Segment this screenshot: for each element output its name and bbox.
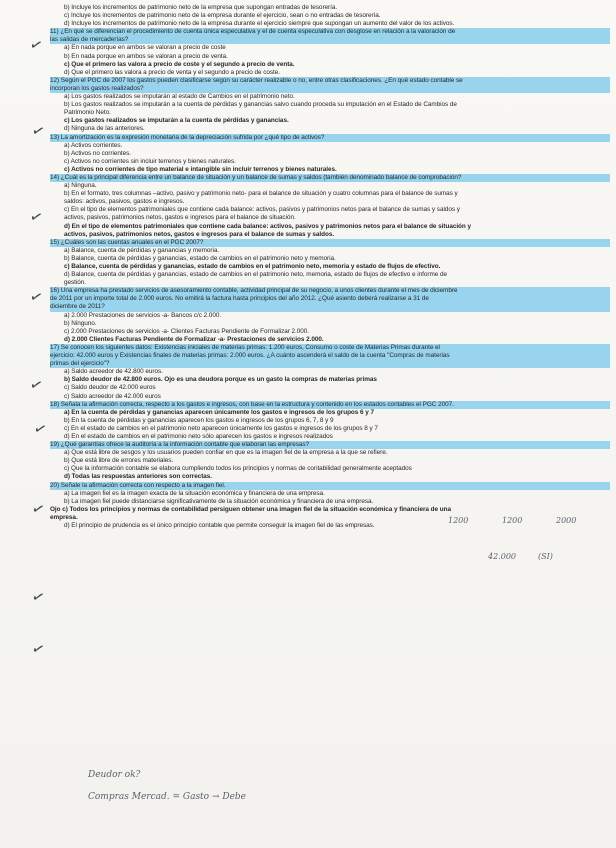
question-text-block <box>50 4 610 530</box>
answer-line: b) Incluye los incrementos de patrimonio neto de la empresa que supongan entradas de tesorería. <box>64 4 338 11</box>
answer-line: d) El principio de prudencia es el único principio contable que permite conseguir la imagen fiel de las empresas. <box>64 522 375 529</box>
answer-line: saldos: activos, pasivos, gastos e ingresos. <box>64 198 185 206</box>
question-line: 18) Señala la afirmación correcta, respecto a los gastos e ingresos, con base en la estructura y contenido en los estados contables el PGC 2007. <box>50 401 610 409</box>
answer-line: c) Activos no corrientes de tipo material e intangible sin incluir terrenos y bienes naturales. <box>64 165 337 173</box>
answer-line: a) Que está libre de sesgos y los usuarios pueden confiar en que es la imagen fiel de la empresa a la que se refiere. <box>64 449 388 457</box>
answer-line: b) En el formato, tres columnas –activo, pasivo y patrimonio neto- para el balance de situación y cuatro columnas para el balance de sumas y <box>64 190 458 198</box>
check-mark: ✓ <box>31 418 50 440</box>
answer-line: b) Balance, cuenta de pérdidas y ganancias, estado de cambios en el patrimonio neto y memoria. <box>64 254 336 262</box>
handwritten-note: (SI) <box>538 552 553 561</box>
question-line: 12) Según el PGC de 2007 los gastos pueden clasificarse según su carácter realizable o no, entre otras clasificaciones. ¿En qué estado contable se <box>50 77 610 85</box>
handwritten-note: Compras Mercad. = Gasto → Debe <box>88 792 246 802</box>
answer-line: a) En la cuenta de pérdidas y ganancias aparecen únicamente los gastos e ingresos de los grupos 6 y 7 <box>64 408 374 416</box>
answer-line: b) Los gastos realizados se imputarán a la cuenta de pérdidas y ganancias salvo cuando proceda su imputación en el Estado de Cambios de <box>64 101 457 109</box>
answer-line: c) Activos no corrientes sin incluir terrenos y bienes naturales. <box>64 157 236 165</box>
answer-line: d) Todas las respuestas anteriores son correctas. <box>64 473 213 481</box>
handwritten-note: 1200 <box>448 516 469 525</box>
answer-line: d) Que el primero las valora a precio de venta y el segundo a precio de coste. <box>64 68 280 76</box>
question-line: 13) La amortización es la expresión monetaria de la depreciación sufrida por ¿qué tipo de activos? <box>50 134 610 142</box>
answer-line: gestión. <box>64 279 86 287</box>
answer-line: c) Incluye los incrementos de patrimonio neto de la empresa durante el ejercicio, sean o no entradas de tesorería. <box>64 12 381 20</box>
answer-line: Patrimonio Neto. <box>64 109 111 117</box>
answer-line: Ojo c) Todos los principios y normas de contabilidad persiguen obtener una imagen fiel de la situación económica y financiera de una <box>50 505 451 513</box>
answer-line: c) Saldo deudor de 42.000 euros <box>64 384 156 392</box>
answer-line: empresa. <box>50 513 78 521</box>
answer-line: c) Los gastos realizados se imputarán a la cuenta de pérdidas y ganancias. <box>64 117 289 125</box>
question-line: 20) Señale la afirmación correcta con respecto a la imagen fiel. <box>50 482 610 490</box>
answer-line: a) 2.000 Prestaciones de servicios -a- Bancos c/c 2.000. <box>64 311 222 319</box>
check-mark: ✓ <box>27 206 46 228</box>
question-line: 19) ¿Qué garantías ofrece la auditoría a la información contable que elaboran las empresas? <box>50 441 610 449</box>
question-line: incorporan los gastos realizados? <box>50 85 610 93</box>
answer-line: b) La imagen fiel puede distanciarse significativamente de la situación económica y financiera de una empresa. <box>64 497 374 505</box>
answer-line: activos, pasivos, patrimonios netos, gastos e ingresos para el balance de sumas y saldos. <box>64 230 335 238</box>
answer-line: c) Saldo acreedor de 42.000 euros <box>64 392 161 400</box>
answer-line: a) Ninguna. <box>64 182 97 190</box>
answer-line: d) Balance, cuenta de pérdidas y ganancias, estado de cambios en el patrimonio neto, memoria, estado de flujos de efectivo e informe de <box>64 271 447 279</box>
question-line: 15) ¿Cuáles son las cuentas anuales en el PGC 2007? <box>50 239 610 247</box>
check-mark: ✓ <box>29 498 48 520</box>
question-line: 11) ¿En qué se diferencian el procedimiento de cuenta única especulativa y el de cuenta especulativa con desglose en relación a la valoración de <box>50 28 610 36</box>
check-mark: ✓ <box>29 120 48 142</box>
answer-line: d) Incluye los incrementos de patrimonio neto de la empresa durante el ejercicio siempre que supongan un aumento del valor de los activos. <box>64 20 455 28</box>
question-line: ejercicio: 42.000 euros y Existencias finales de materias primas: 2.000 euros. ¿A cuánto ascenderá el saldo de la cuenta "Compras de materias <box>50 352 610 360</box>
question-line: primas del ejercicio"? <box>50 360 610 368</box>
check-mark: ✓ <box>27 34 46 56</box>
check-mark: ✓ <box>27 374 46 396</box>
answer-line: c) 2.000 Prestaciones de servicios -a- Clientes Facturas Pendiente de Formalizar 2.000. <box>64 327 310 335</box>
answer-line: b) En nada porque en ambos se valoran a precio de venta. <box>64 52 228 60</box>
answer-line: d) En el tipo de elementos patrimoniales que contiene cada balance: activos, pasivos y patrimonios netos para el balance de situación y <box>64 222 471 230</box>
answer-line: activos, pasivos, patrimonios netos, gastos e ingresos para el balance de situación. <box>64 214 296 222</box>
answer-line: b) En la cuenta de pérdidas y ganancias aparecen los gastos e ingresos de los grupos 6, 7, 8 y 9 <box>64 416 334 424</box>
answer-line: b) Saldo deudor de 42.800 euros. Ojo es una deudora porque es un gasto la compras de materias primas <box>64 376 377 384</box>
answer-line: a) Balance, cuenta de pérdidas y ganancias y memoria. <box>64 246 220 254</box>
answer-line: c) Balance, cuenta de pérdidas y ganancias, estado de cambios en el patrimonio neto, memoria y estado de flujos de efectivo. <box>64 263 441 270</box>
answer-line: d) En el estado de cambios en el patrimonio neto sólo aparecen los gastos e ingresos realizados <box>64 432 333 440</box>
answer-line: a) Activos corrientes. <box>64 141 123 149</box>
answer-line: c) Que la información contable se elabora cumpliendo todos los principios y normas de contabilidad generalmente aceptados <box>64 465 412 473</box>
answer-line: b) Que está libre de errores materiales. <box>64 457 174 465</box>
question-line: diciembre de 2011? <box>50 303 610 311</box>
question-line: 16) Una empresa ha prestado servicios de asesoramiento contable, actividad principal de su negocio, a unos clientes durante el mes de diciembre <box>50 287 610 295</box>
answer-line: b) Activos no corrientes. <box>64 149 131 157</box>
handwritten-note: 2000 <box>556 516 577 525</box>
question-line: 17) Se conocen los siguientes datos: Existencias iniciales de materias primas: 1.200 euros, Consumo o coste de Materias Primas durante el <box>50 344 610 352</box>
answer-line: d) 2.000 Clientes Facturas Pendiente de Formalizar -a- Prestaciones de servicios 2.000. <box>64 335 324 343</box>
answer-line: c) Que el primero las valora a precio de coste y el segundo a precio de venta. <box>64 60 295 68</box>
answer-line: d) Ninguna de las anteriores. <box>64 125 145 133</box>
answer-line: a) En nada porque en ambos se valoran a precio de coste <box>64 44 226 52</box>
handwritten-note: Deudor ok? <box>88 770 141 780</box>
answer-line: c) En el estado de cambios en el patrimonio neto aparecen únicamente los gastos e ingresos de los grupos 8 y 7 <box>64 424 378 432</box>
handwritten-note: 1200 <box>502 516 523 525</box>
answer-line: c) En el tipo de elementos patrimoniales que contiene cada balance: activos, pasivos y patrimonios netos para el balance de sumas y saldos y <box>64 206 460 214</box>
question-line: las salidas de mercaderías? <box>50 36 610 44</box>
answer-line: b) Ninguno. <box>64 319 97 327</box>
check-mark: ✓ <box>27 286 46 308</box>
answer-line: a) Saldo acreedor de 42.800 euros. <box>64 368 163 376</box>
question-line: de 2011 por un importe total de 2.000 euros. No emitirá la factura hasta principios del año 2012. ¿Qué asiento deberá realizarse a 31 de <box>50 295 610 303</box>
handwritten-note: 42.000 <box>488 552 516 561</box>
check-mark: ✓ <box>29 638 48 660</box>
answer-line: a) La imagen fiel es la imagen exacta de la situación económica y financiera de una empresa. <box>64 489 325 497</box>
answer-line: a) Los gastos realizados se imputarán al estado de Cambios en el patrimonio neto. <box>64 93 295 101</box>
check-mark: ✓ <box>29 586 48 608</box>
question-line: 14) ¿Cuál es la principal diferencia entre un balance de situación y un balance de sumas y saldos (también denominado balance de comprobación? <box>50 174 610 182</box>
